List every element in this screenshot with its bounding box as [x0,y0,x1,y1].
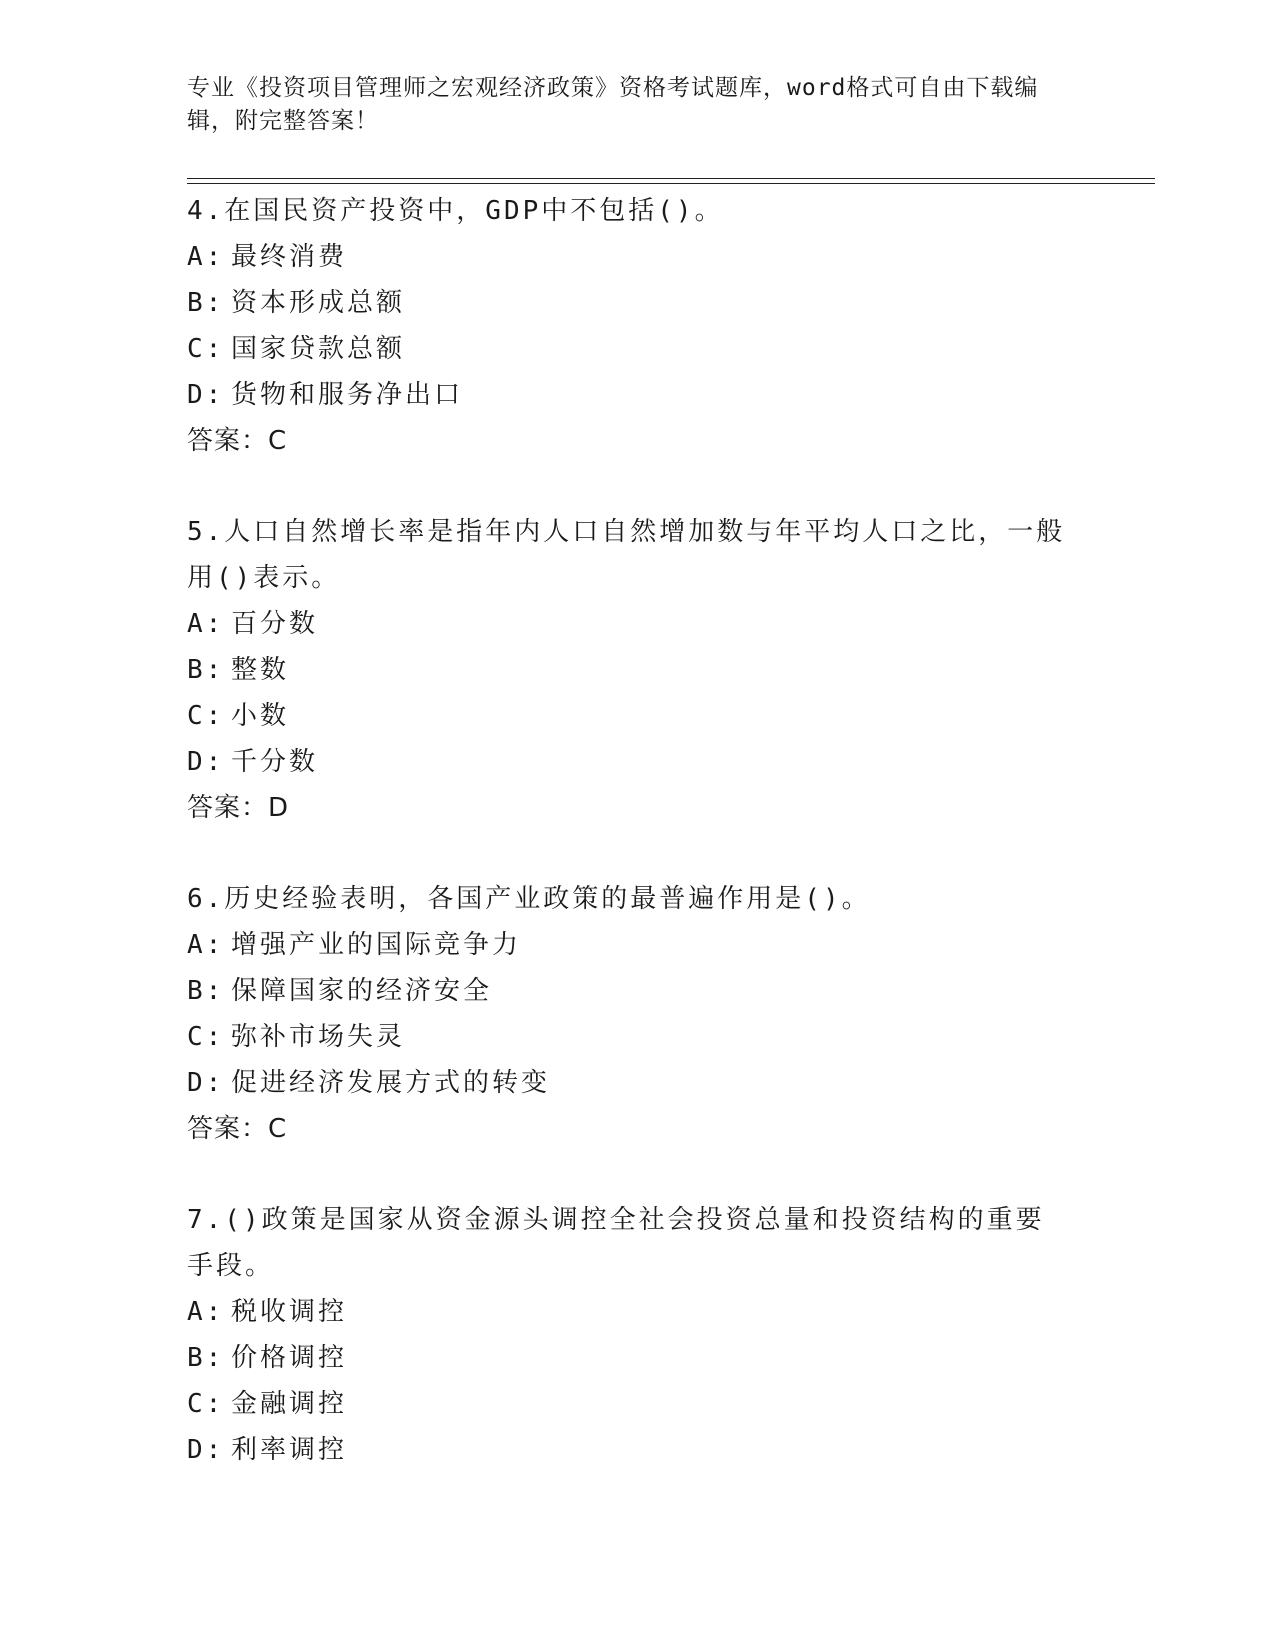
question-5 [187,509,1067,831]
option-text: 资本形成总额 [231,288,406,318]
option-text: 千分数 [231,747,319,777]
option-a [187,1289,1067,1335]
option-d [187,1060,1067,1106]
option-letter: C: [187,1389,225,1419]
option-letter: D: [187,1068,225,1098]
document-header: 专业《投资项目管理师之宏观经济政策》资格考试题库，word格式可自由下载编辑，附完整答案！ [187,75,1039,134]
option-text: 最终消费 [231,242,348,272]
option-letter: A: [187,609,225,639]
option-text: 弥补市场失灵 [231,1022,406,1052]
option-text: 利率调控 [231,1435,348,1465]
option-letter: B: [187,655,225,685]
option-c [187,1014,1067,1060]
question-list [187,188,1067,1518]
option-c [187,1381,1067,1427]
option-text: 货物和服务净出口 [231,380,464,410]
question-text: 4.在国民资产投资中，GDP中不包括()。 [187,196,724,226]
option-text: 保障国家的经济安全 [231,976,493,1006]
option-text: 小数 [231,701,290,731]
option-letter: C: [187,1022,225,1052]
header-divider-top [187,178,1155,179]
header-divider-bottom [187,183,1155,184]
option-d [187,1427,1067,1473]
option-b [187,280,1067,326]
answer-label: 答案：D [187,793,290,823]
option-b [187,647,1067,693]
option-text: 增强产业的国际竞争力 [231,930,522,960]
answer-label: 答案：C [187,1114,288,1144]
option-a [187,922,1067,968]
option-text: 促进经济发展方式的转变 [231,1068,551,1098]
answer-label: 答案：C [187,426,288,456]
option-letter: D: [187,1435,225,1465]
option-text: 价格调控 [231,1343,348,1373]
option-text: 整数 [231,655,290,685]
option-a [187,234,1067,280]
option-letter: C: [187,334,225,364]
option-a [187,601,1067,647]
option-letter: A: [187,1297,225,1327]
option-letter: A: [187,930,225,960]
option-c [187,693,1067,739]
option-letter: A: [187,242,225,272]
option-c [187,326,1067,372]
option-b [187,1335,1067,1381]
question-7 [187,1197,1067,1473]
option-text: 百分数 [231,609,319,639]
option-letter: B: [187,288,225,318]
option-letter: D: [187,380,225,410]
option-letter: B: [187,976,225,1006]
option-b [187,968,1067,1014]
option-letter: C: [187,701,225,731]
option-text: 国家贷款总额 [231,334,406,364]
question-4 [187,188,1067,464]
question-text: 6.历史经验表明，各国产业政策的最普遍作用是()。 [187,884,871,914]
option-text: 税收调控 [231,1297,348,1327]
question-6 [187,876,1067,1152]
option-letter: D: [187,747,225,777]
option-d [187,372,1067,418]
option-d [187,739,1067,785]
question-text: 7.()政策是国家从资金源头调控全社会投资总量和投资结构的重要手段。 [187,1205,1045,1281]
question-text: 5.人口自然增长率是指年内人口自然增加数与年平均人口之比，一般用()表示。 [187,517,1066,593]
option-text: 金融调控 [231,1389,348,1419]
option-letter: B: [187,1343,225,1373]
